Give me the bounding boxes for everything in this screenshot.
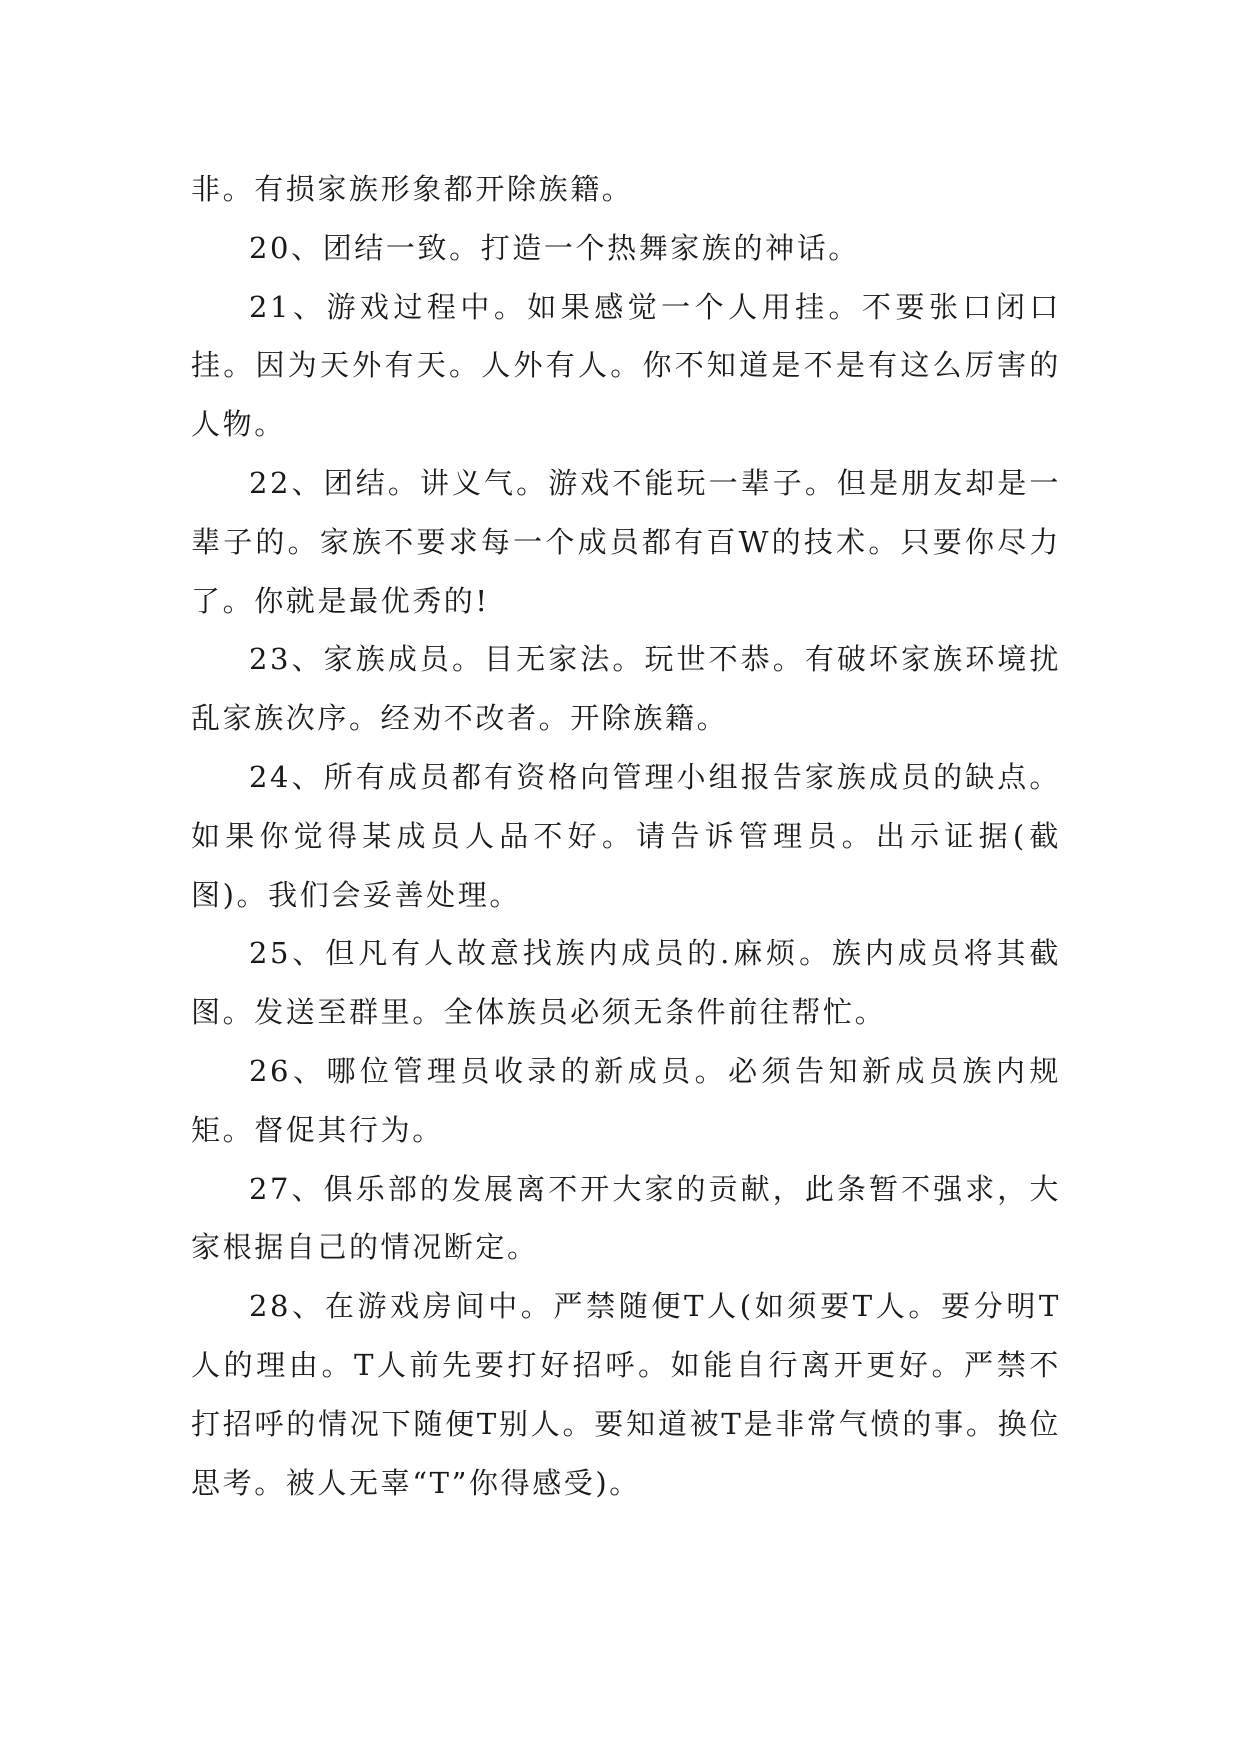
paragraph-rule-25: 25、但凡有人故意找族内成员的.麻烦。族内成员将其截图。发送至群里。全体族员必须无条件前往帮忙。 — [191, 936, 1061, 1030]
paragraph-rule-23: 23、家族成员。目无家法。玩世不恭。有破坏家族环境扰乱家族次序。经劝不改者。开除族籍。 — [191, 642, 1061, 736]
paragraph-rule-21: 21、游戏过程中。如果感觉一个人用挂。不要张口闭口挂。因为天外有天。人外有人。你不知道是不是有这么厉害的人物。 — [191, 289, 1061, 442]
paragraph-rule-26: 26、哪位管理员收录的新成员。必须告知新成员族内规矩。督促其行为。 — [191, 1053, 1061, 1147]
paragraph-rule-20: 20、团结一致。打造一个热舞家族的神话。 — [249, 230, 860, 265]
paragraph-rule-28: 28、在游戏房间中。严禁随便T人(如须要T人。要分明T人的理由。T人前先要打好招呼。如能自行离开更好。严禁不打招呼的情况下随便T别人。要知道被T是非常气愤的事。换位思考。被人无辜“T”你得感受)。 — [191, 1289, 1061, 1500]
paragraph-rule-22: 22、团结。讲义气。游戏不能玩一辈子。但是朋友却是一辈子的。家族不要求每一个成员都有百W的技术。只要你尽力了。你就是最优秀的! — [191, 465, 1061, 618]
paragraph-rule-24: 24、所有成员都有资格向管理小组报告家族成员的缺点。如果你觉得某成员人品不好。请告诉管理员。出示证据(截图)。我们会妥善处理。 — [191, 759, 1061, 912]
paragraph-continuation: 非。有损家族形象都开除族籍。 — [191, 172, 634, 206]
document-body — [191, 160, 1061, 1512]
paragraph-rule-27: 27、俱乐部的发展离不开大家的贡献，此条暂不强求，大家根据自己的情况断定。 — [191, 1171, 1061, 1265]
